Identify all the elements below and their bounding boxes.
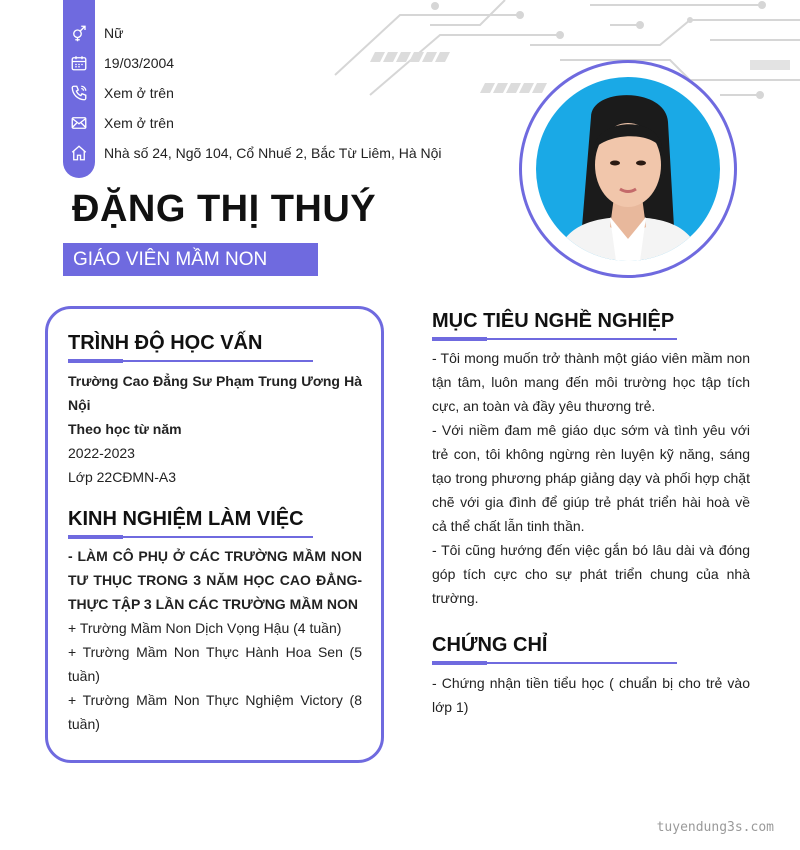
portrait-illustration <box>536 77 720 261</box>
experience-item: + Trường Mầm Non Thực Nghiệm Victory (8 tuần) <box>68 692 362 732</box>
experience-summary: - LÀM CÔ PHỤ Ở CÁC TRƯỜNG MẦM NON TƯ THỤC TRONG 3 NĂM HỌC CAO ĐẲNG- THỰC TẬP 3 LẦN CÁC TRƯỜNG MẦM NON <box>68 548 362 612</box>
certificate-item: - Chứng nhận tiền tiểu học ( chuẩn bị cho trẻ vào lớp 1) <box>432 675 750 715</box>
home-icon <box>68 142 90 164</box>
contact-gender <box>68 18 442 48</box>
contact-email <box>68 108 442 138</box>
address-text: Nhà số 24, Ngõ 104, Cổ Nhuế 2, Bắc Từ Liêm, Hà Nội <box>104 145 442 161</box>
gender-icon <box>68 22 90 44</box>
phone-text: Xem ở trên <box>104 85 174 101</box>
email-text: Xem ở trên <box>104 115 174 131</box>
calendar-icon <box>68 52 90 74</box>
education-study-label: Theo học từ năm <box>68 421 182 437</box>
certificates-underline <box>432 662 677 664</box>
education-underline <box>68 360 313 362</box>
objective-paragraph: - Tôi mong muốn trở thành một giáo viên mầm non tận tâm, luôn mang đến môi trường học tập tích cực, an toàn và đầy yêu thương trẻ. <box>432 350 750 414</box>
mail-icon <box>68 112 90 134</box>
experience-item: + Trường Mầm Non Dịch Vọng Hậu (4 tuần) <box>68 620 342 636</box>
objective-paragraph: - Với niềm đam mê giáo dục sớm và tình yêu với trẻ con, tôi không ngừng rèn luyện kỹ năng, sáng tạo trong phương pháp giảng dạy và phối hợp chặt chẽ với gia đình để giúp trẻ phát triển hài hoà về cả thể chất lẫn tinh thần. <box>432 422 750 534</box>
experience-underline <box>68 536 313 538</box>
objective-title: MỤC TIÊU NGHỀ NGHIỆP <box>432 310 675 332</box>
contact-list <box>68 18 442 168</box>
gender-text: Nữ <box>104 25 124 41</box>
education-years: 2022-2023 <box>68 445 135 461</box>
experience-item: + Trường Mầm Non Thực Hành Hoa Sen (5 tuần) <box>68 644 362 684</box>
certificates-title: CHỨNG CHỈ <box>432 634 548 656</box>
objective-paragraph: - Tôi cũng hướng đến việc gắn bó lâu dài và đóng góp tích cực cho sự phát triển chung của nhà trường. <box>432 542 750 606</box>
objective-body <box>432 346 750 610</box>
education-body <box>68 369 362 489</box>
avatar <box>536 77 720 261</box>
education-title: TRÌNH ĐỘ HỌC VẤN <box>68 332 263 354</box>
certificates-body <box>432 671 750 719</box>
phone-icon <box>68 82 90 104</box>
objective-underline <box>432 338 677 340</box>
avatar-frame <box>519 60 737 278</box>
education-class: Lớp 22CĐMN-A3 <box>68 469 176 485</box>
contact-phone <box>68 78 442 108</box>
experience-title: KINH NGHIỆM LÀM VIỆC <box>68 508 304 530</box>
watermark: tuyendung3s.com <box>656 820 774 835</box>
job-title: GIÁO VIÊN MẦM NON <box>63 243 318 276</box>
experience-body <box>68 544 362 736</box>
birthday-text: 19/03/2004 <box>104 55 175 71</box>
education-school: Trường Cao Đẳng Sư Phạm Trung Ương Hà Nội <box>68 373 362 413</box>
contact-address <box>68 138 442 168</box>
candidate-name: ĐẶNG THỊ THUÝ <box>72 188 377 230</box>
contact-birthday <box>68 48 442 78</box>
